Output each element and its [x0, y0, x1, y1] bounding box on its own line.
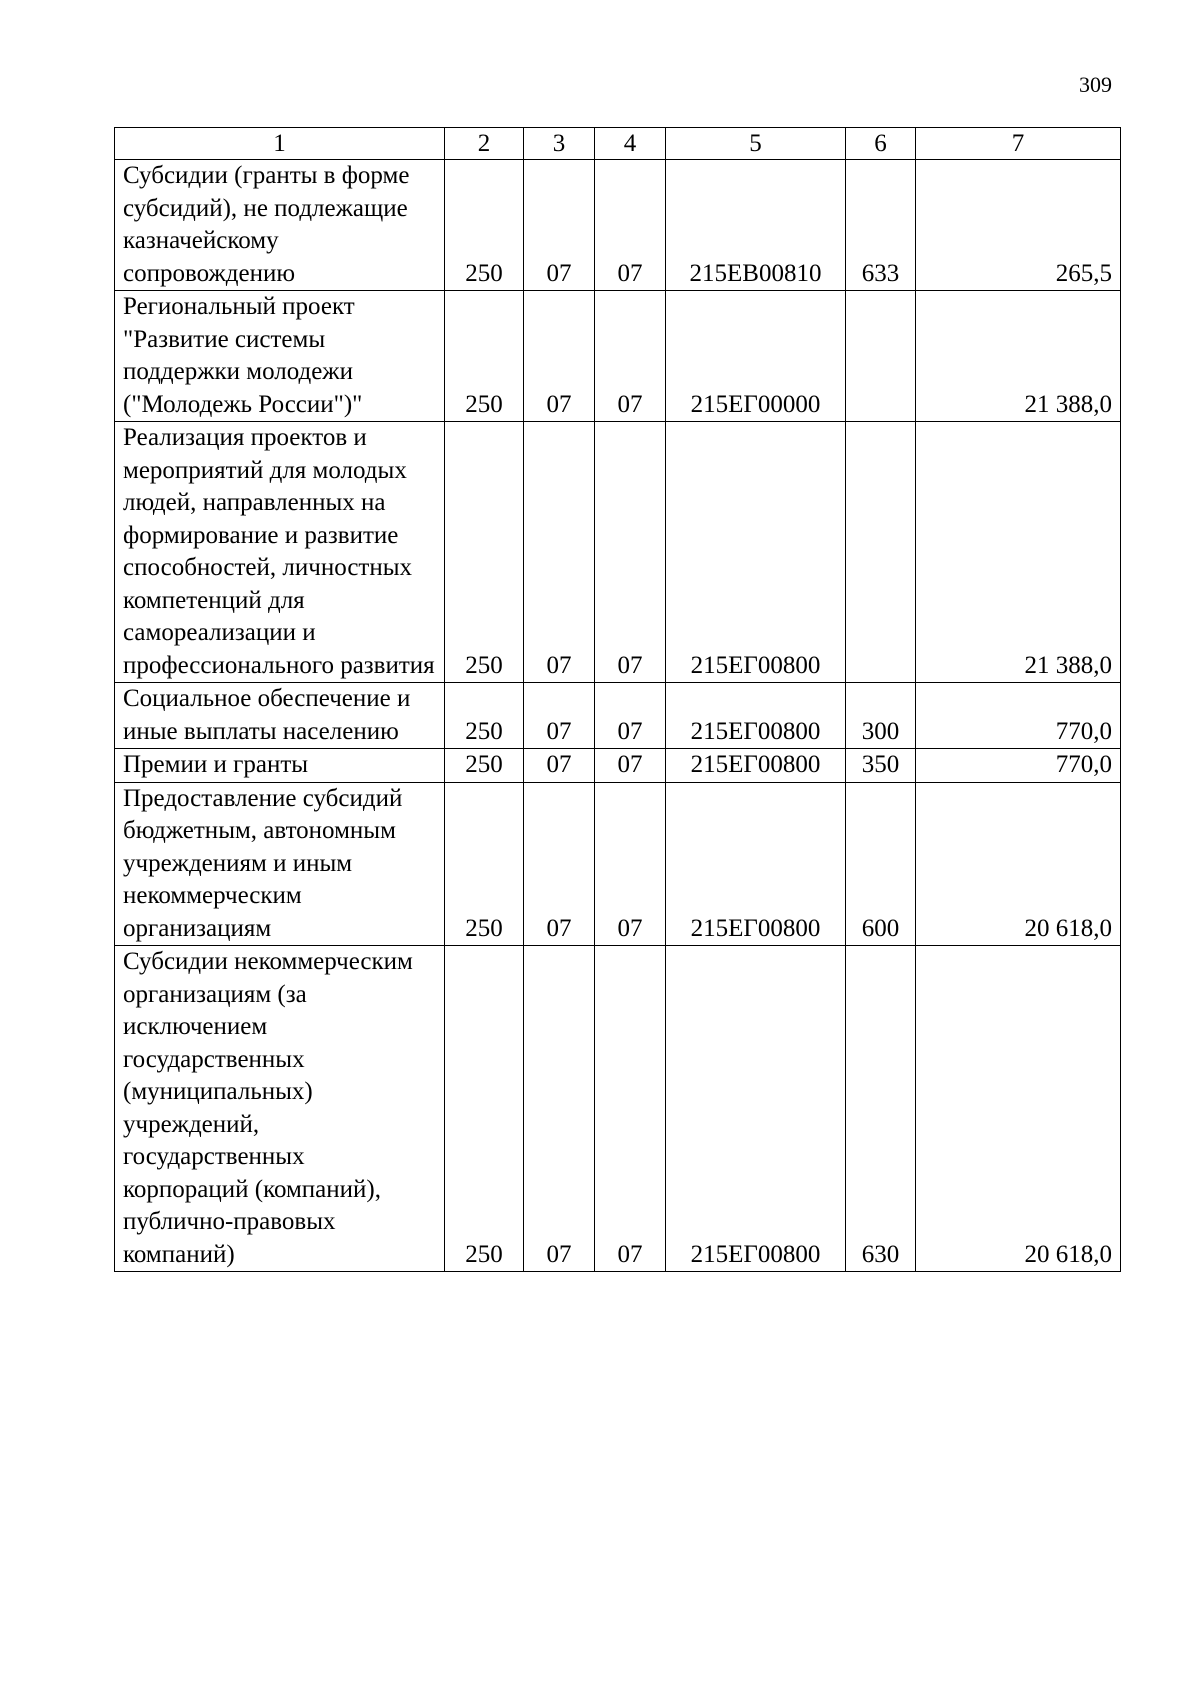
cell-amount: 265,5	[916, 160, 1121, 291]
row-name: Социальное обеспечение и иные выплаты населению	[115, 683, 445, 749]
cell-col2: 250	[445, 160, 524, 291]
cell-amount: 770,0	[916, 749, 1121, 783]
table-row	[115, 160, 1121, 291]
row-name: Региональный проект "Развитие системы поддержки молодежи ("Молодежь России")"	[115, 291, 445, 422]
cell-col2: 250	[445, 946, 524, 1272]
cell-col6	[846, 291, 916, 422]
table-row	[115, 749, 1121, 783]
cell-col2: 250	[445, 683, 524, 749]
table-header-row	[115, 128, 1121, 160]
cell-col5: 215ЕВ00810	[666, 160, 846, 291]
cell-col4: 07	[595, 291, 666, 422]
cell-col2: 250	[445, 291, 524, 422]
cell-col3: 07	[524, 946, 595, 1272]
cell-col4: 07	[595, 946, 666, 1272]
cell-col4: 07	[595, 160, 666, 291]
column-header-4: 4	[595, 128, 666, 160]
cell-col6: 350	[846, 749, 916, 783]
cell-col5: 215ЕГ00800	[666, 946, 846, 1272]
cell-amount: 20 618,0	[916, 946, 1121, 1272]
cell-col3: 07	[524, 160, 595, 291]
cell-col5: 215ЕГ00000	[666, 291, 846, 422]
cell-col2: 250	[445, 749, 524, 783]
cell-col6: 300	[846, 683, 916, 749]
table-row	[115, 291, 1121, 422]
table-row	[115, 946, 1121, 1272]
budget-table	[114, 127, 1121, 1272]
cell-col5: 215ЕГ00800	[666, 422, 846, 683]
cell-amount: 21 388,0	[916, 422, 1121, 683]
row-name: Предоставление субсидий бюджетным, автономным учреждениям и иным некоммерческим организациям	[115, 782, 445, 946]
cell-col2: 250	[445, 782, 524, 946]
cell-col6: 633	[846, 160, 916, 291]
row-name: Субсидии (гранты в форме субсидий), не подлежащие казначейскому сопровождению	[115, 160, 445, 291]
cell-col2: 250	[445, 422, 524, 683]
cell-col3: 07	[524, 291, 595, 422]
cell-col3: 07	[524, 683, 595, 749]
cell-col3: 07	[524, 749, 595, 783]
table-row	[115, 683, 1121, 749]
page-number: 309	[1079, 72, 1112, 97]
cell-col5: 215ЕГ00800	[666, 782, 846, 946]
row-name: Реализация проектов и мероприятий для молодых людей, направленных на формирование и развитие способностей, личностных компетенций для самореализации и профессионального развития	[115, 422, 445, 683]
column-header-5: 5	[666, 128, 846, 160]
cell-col5: 215ЕГ00800	[666, 683, 846, 749]
row-name: Премии и гранты	[115, 749, 445, 783]
column-header-1: 1	[115, 128, 445, 160]
cell-col3: 07	[524, 422, 595, 683]
table-row	[115, 422, 1121, 683]
row-name: Субсидии некоммерческим организациям (за исключением государственных (муниципальных) учреждений, государственных корпораций (компаний), публично-правовых компаний)	[115, 946, 445, 1272]
cell-col4: 07	[595, 782, 666, 946]
cell-col3: 07	[524, 782, 595, 946]
column-header-6: 6	[846, 128, 916, 160]
cell-col4: 07	[595, 749, 666, 783]
column-header-2: 2	[445, 128, 524, 160]
cell-col6: 630	[846, 946, 916, 1272]
cell-col6: 600	[846, 782, 916, 946]
cell-amount: 20 618,0	[916, 782, 1121, 946]
cell-col6	[846, 422, 916, 683]
cell-amount: 770,0	[916, 683, 1121, 749]
column-header-7: 7	[916, 128, 1121, 160]
cell-col4: 07	[595, 683, 666, 749]
cell-amount: 21 388,0	[916, 291, 1121, 422]
cell-col5: 215ЕГ00800	[666, 749, 846, 783]
table-row	[115, 782, 1121, 946]
column-header-3: 3	[524, 128, 595, 160]
cell-col4: 07	[595, 422, 666, 683]
